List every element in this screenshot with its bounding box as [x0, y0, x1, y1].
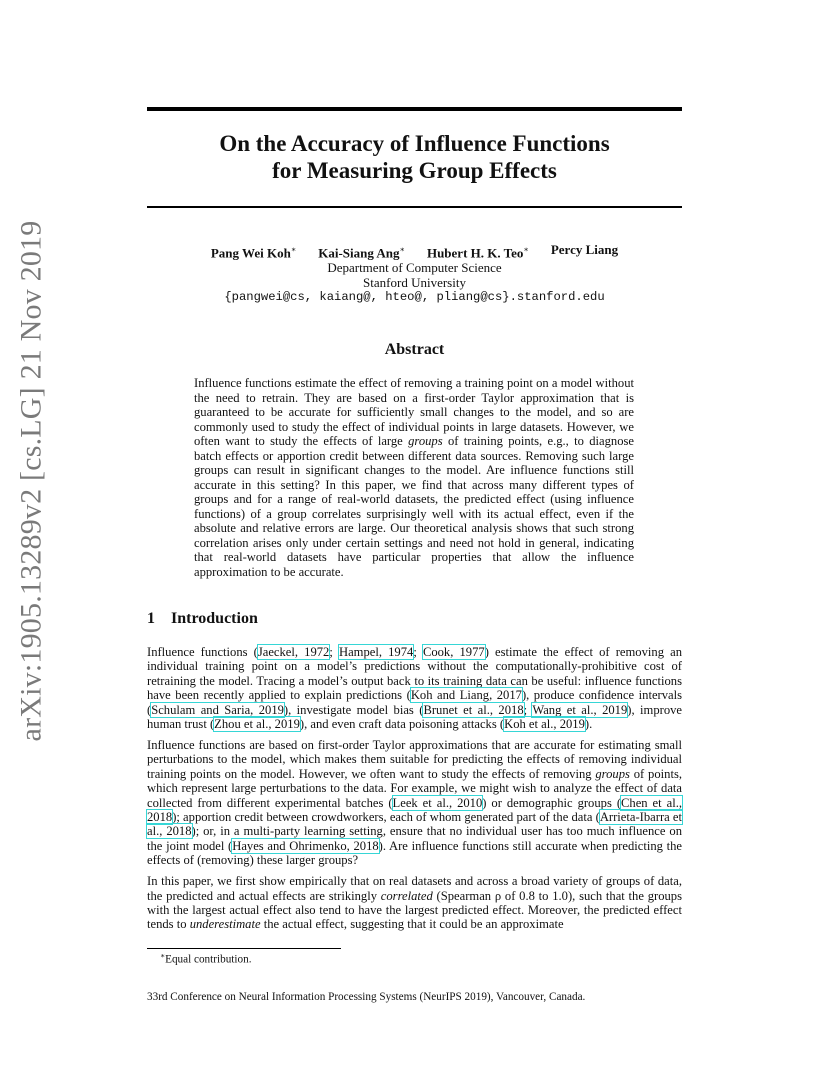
- citation-link[interactable]: Leek et al., 2010: [392, 795, 483, 810]
- author-name: Kai-Siang Ang∗: [318, 245, 405, 261]
- title-bottom-rule: [147, 206, 682, 208]
- title-line-1: On the Accuracy of Influence Functions: [219, 131, 610, 156]
- title-line-2: for Measuring Group Effects: [272, 158, 557, 183]
- citation-link[interactable]: Jaeckel, 1972: [257, 645, 330, 659]
- author-name: Pang Wei Koh∗: [210, 245, 297, 261]
- introduction-body: [147, 645, 682, 938]
- author-list: [147, 242, 682, 260]
- conference-note: 33rd Conference on Neural Information Processing Systems (NeurIPS 2019), Vancouver, Canada.: [147, 991, 586, 1003]
- citation-link[interactable]: Brunet et al., 2018: [423, 702, 524, 717]
- section-heading: [147, 610, 258, 628]
- author-name: Percy Liang: [550, 242, 619, 257]
- author-name: Hubert H. K. Teo∗: [426, 245, 529, 261]
- author-emails: {pangwei@cs, kaiang@, hteo@, pliang@cs}.stanford.edu: [224, 290, 605, 305]
- arxiv-identifier-stamp: [2, 220, 60, 741]
- arxiv-identifier-text: arXiv:1905.13289v2 [cs.LG] 21 Nov 2019: [14, 220, 47, 741]
- citation-link[interactable]: Koh and Liang, 2017: [410, 688, 522, 703]
- department: Department of Computer Science: [327, 260, 502, 276]
- section-number: 1: [147, 610, 155, 627]
- title-top-rule: [147, 107, 682, 111]
- abstract-heading: Abstract: [384, 341, 445, 358]
- citation-link[interactable]: Koh et al., 2019: [504, 717, 585, 732]
- intro-paragraph-2: Influence functions are based on first-order Taylor approximations that are accurate for estimating small perturbations to the model, which makes them suitable for predicting the effects of removing individual training points on the model. However, we often want to study the effects of removing groups of points, which represent large perturbations to the data. For example, we might wish to analyze the effect of data collected from different experimental batches (Leek et al., 2010) or demographic groups (Chen et al., 2018); apportion credit between crowdworkers, each of whom generated part of the data (Arrieta-Ibarra et al., 2018); or, in a multi-party learning setting, ensure that no individual user has too much influence on the joint model (Hayes and Ohrimenko, 2018). Are influence functions still accurate when predicting the effects of (removing) these larger groups?: [147, 737, 683, 868]
- abstract-body: Influence functions estimate the effect of removing a training point on a model without the need to retrain. They are based on a first-order Taylor approximation that is guaranteed to be accurate for sufficiently small changes to the model, and so are commonly used to study the effect of individual points in large datasets. However, we often want to study the effects of large groups of training points, e.g., to diagnose batch effects or apportion credit between different data sources. Removing such large groups can result in significant changes to the model. Are influence functions still accurate in this setting? In this paper, we find that across many different types of groups and for a range of real-world datasets, the predicted effect (using influence functions) of a group correlates surprisingly well with its actual effect, even if the absolute and relative errors are large. Our theoretical analysis shows that such strong correlation arises only under certain settings and need not hold in general, indicating that real-world datasets have particular properties that allow the influence approximation to be accurate.: [194, 376, 634, 579]
- citation-link[interactable]: Zhou et al., 2019: [214, 717, 300, 732]
- citation-link[interactable]: Arrieta-Ibarra et al., 2018: [147, 809, 683, 839]
- university: Stanford University: [363, 275, 466, 291]
- footnote-rule: [147, 948, 341, 949]
- footnote: ∗Equal contribution.: [160, 951, 252, 966]
- intro-paragraph-3: In this paper, we first show empirically that on real datasets and across a broad variety of groups of data, the predicted and actual effects are strikingly correlated (Spearman ρ of 0.8 to 1.0), such that the groups with the largest actual effect also tend to have the largest predicted effect. Moreover, the predicted effect tends to underestimate the actual effect, suggesting that it could be an approximate: [147, 874, 682, 932]
- citation-link[interactable]: Wang et al., 2019: [532, 702, 628, 717]
- paper-title: [147, 130, 682, 184]
- intro-paragraph-1: Influence functions (Jaeckel, 1972; Hampel, 1974; Cook, 1977) estimate the effect of removing an individual training point on a model’s predictions without the computationally-prohibitive cost of retraining the model. Tracing a model’s output back to its training data can be useful: influence functions have been recently applied to explain predictions (Koh and Liang, 2017), produce confidence intervals (Schulam and Saria, 2019), investigate model bias (Brunet et al., 2018; Wang et al., 2019), improve human trust (Zhou et al., 2019), and even craft data poisoning attacks (Koh et al., 2019).: [147, 645, 683, 732]
- citation-link[interactable]: Hayes and Ohrimenko, 2018: [232, 838, 379, 853]
- author-block: [147, 242, 682, 305]
- citation-link[interactable]: Cook, 1977: [422, 645, 485, 659]
- citation-link[interactable]: Chen et al., 2018: [147, 795, 682, 824]
- section-title: Introduction: [171, 610, 258, 627]
- citation-link[interactable]: Schulam and Saria, 2019: [151, 702, 284, 717]
- citation-link[interactable]: Hampel, 1974: [338, 645, 414, 659]
